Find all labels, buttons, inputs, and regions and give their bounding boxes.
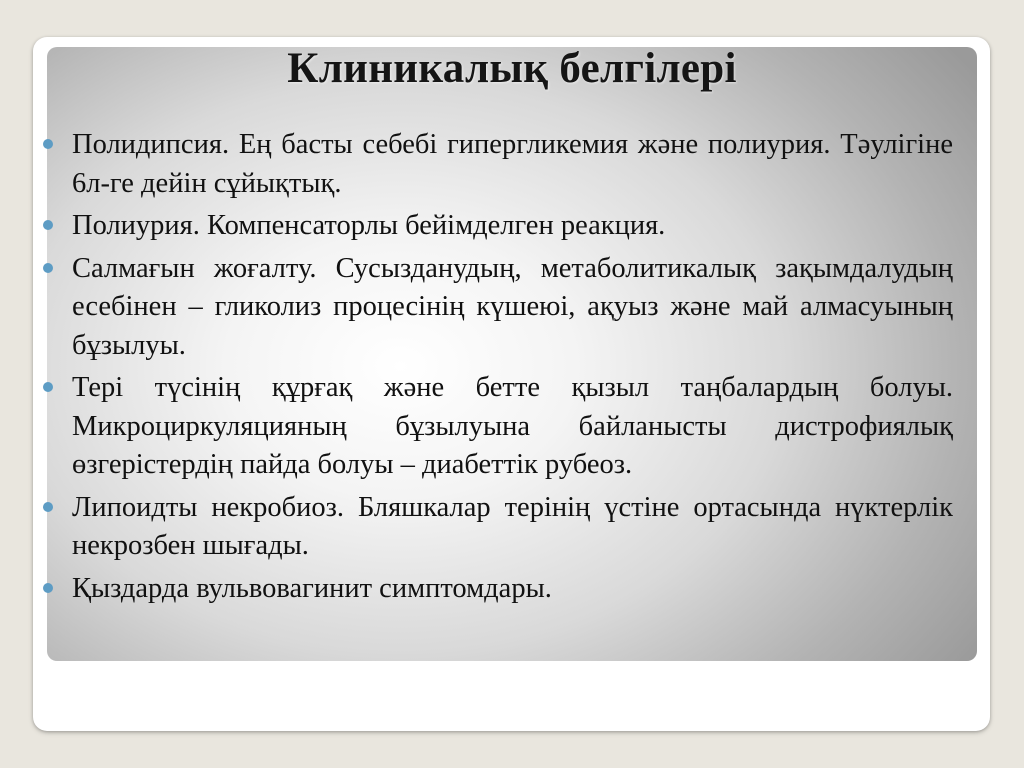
bullet-icon xyxy=(43,583,53,593)
slide-title: Клиникалық белгілері xyxy=(287,45,737,92)
bullet-icon xyxy=(43,263,53,273)
bullet-icon xyxy=(43,502,53,512)
bullet-item-polydipsia xyxy=(40,126,953,203)
bullet-text: Липоидты некробиоз. Бляшкалар терінің үстіне ортасында нүктерлік некрозбен шығады. xyxy=(72,491,953,561)
bullet-text: Тері түсінің құрғақ және бетте қызыл таңбалардың болуы. Микроциркуляцияның бұзылуына байланысты дистрофиялық өзгерістердің пайда болуы – диабеттік рубеоз. xyxy=(72,372,953,480)
bullet-text: Полидипсия. Ең басты себебі гипергликемия және полиурия. Тәулігіне 6л-ге дейін сұйықтық. xyxy=(72,129,953,199)
bullet-list xyxy=(40,126,953,612)
bullet-icon xyxy=(43,139,53,149)
bullet-item-skin xyxy=(40,369,953,485)
bullet-icon xyxy=(43,382,53,392)
bullet-item-polyuria xyxy=(40,207,953,246)
bullet-item-necrobiosis xyxy=(40,489,953,566)
bullet-item-weight-loss xyxy=(40,250,953,366)
bullet-text: Салмағын жоғалту. Сусызданудың, метаболитикалық зақымдалудың есебінен – гликолиз процесінің күшеюі, ақуыз және май алмасуының бұзылуы. xyxy=(72,252,953,361)
bullet-text: Полиурия. Компенсаторлы бейімделген реакция. xyxy=(72,210,666,241)
bullet-text: Қыздарда вульвовагинит симптомдары. xyxy=(72,572,552,604)
bullet-icon xyxy=(43,220,53,230)
bullet-item-vulvovaginitis xyxy=(40,570,953,609)
